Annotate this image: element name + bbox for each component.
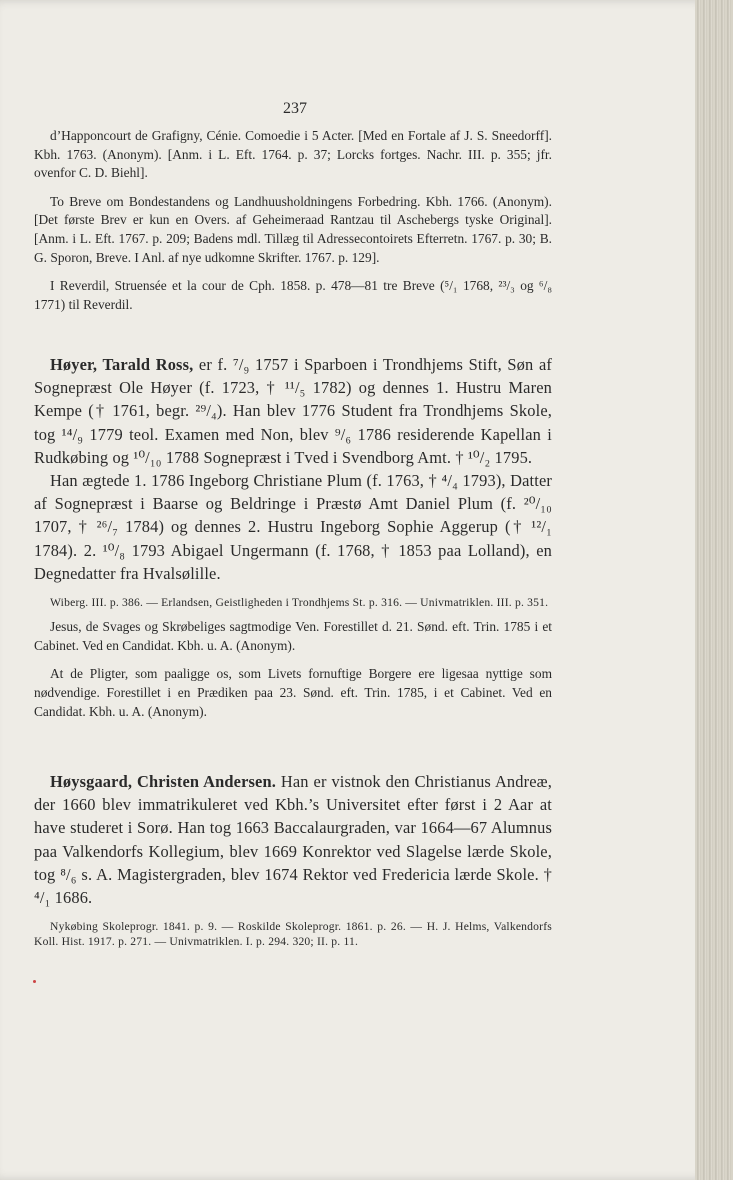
hoyer-bio-1: er f. ⁷/₉ 1757 i Sparboen i Trondhjems Stift, Søn af Sognepræst Ole Høyer (f. 1723, † ¹¹/₅ 1782) og dennes 1. Hustru Maren Kempe († 1761, begr. ²⁹/₄). Han blev 1776 Student fra Trondhjems Skole, tog ¹⁴/₉ 1779 teol. Examen med Non, blev ⁹/₆ 1786 residerende Kapellan i Rudkøbing og ¹⁰/₁₀ 1788 Sognepræst i Tved i Svendborg Amt. † ¹⁰/₂ 1795. [34, 355, 552, 467]
hoyer-work-2: At de Pligter, som paaligge os, som Livets fornuftige Borgere ere ligesaa nyttige som nødvendige. Forestillet i en Prædiken paa 23. Sønd. eft. Trin. 1785, i et Cabinet. Ved en Candidat. Kbh. u. A. (Anonym). [34, 666, 552, 719]
biography-hoyer [34, 353, 552, 721]
hoyer-work-1: Jesus, de Svages og Skrøbeliges sagtmodige Ven. Forestillet d. 21. Sønd. eft. Trin. 1785 i et Cabinet. Ved en Candidat. Kbh. u. A. (Anonym). [34, 619, 552, 653]
entry-grafigny: d’Happoncourt de Grafigny, Cénie. Comoedie i 5 Acter. [Med en Fortale af J. S. Sneedorff]. Kbh. 1763. (Anonym). [Anm. i L. Eft. 1764. p. 37; Lorcks fortges. Nachr. III. p. 355; jfr. ovenfor C. D. Biehl]. [34, 128, 552, 181]
hoysgaard-bio: Han er vistnok den Christianus Andreæ, der 1660 blev immatrikuleret ved Kbh.’s Universitet efter først i 2 Aar at have studeret i Sorø. Han tog 1663 Baccalaurgraden, var 1664—67 Alumnus paa Valkendorfs Kollegium, blev 1669 Konrektor ved Slagelse lærde Skole, tog ⁸/₆ s. A. Magistergraden, blev 1674 Rektor ved Fredericia lærde Skole. † ⁴/₁ 1686. [34, 772, 552, 908]
hoyer-name: Høyer, Tarald Ross, [50, 355, 194, 374]
hoyer-biography [34, 353, 552, 469]
page-number: 237 [283, 100, 307, 117]
entry-reverdil: I Reverdil, Struensée et la cour de Cph. 1858. p. 478—81 tre Breve (⁵/₁ 1768, ²³/₃ og ⁶/₈ 1771) til Reverdil. [34, 278, 552, 312]
hoysgaard-references: Nykøbing Skoleprogr. 1841. p. 9. — Roskilde Skoleprogr. 1861. p. 26. — H. J. Helms, Valkendorfs Koll. Hist. 1917. p. 271. — Univmatriklen. I. p. 294. 320; II. p. 11. [34, 920, 552, 949]
page-edge [695, 0, 733, 1180]
entry-to-breve: To Breve om Bondestandens og Landhuusholdningens Forbedring. Kbh. 1766. (Anonym). [Det første Brev er kun en Overs. af Geheimeraad Rantzau til Aschebergs tyske Original]. [Anm. i L. Eft. 1767. p. 209; Badens mdl. Tillæg til Adressecontoirets Efterretn. 1767. p. 30; B. G. Sporon, Breve. I Anl. af nye udkomne Skrifter. 1767. p. 129]. [34, 193, 552, 265]
hoysgaard-biography [34, 770, 552, 909]
biography-hoysgaard [34, 770, 552, 950]
ink-speck [33, 980, 36, 983]
hoyer-bio-2: Han ægtede 1. 1786 Ingeborg Christiane Plum (f. 1763, † ⁴/₄ 1793), Datter af Sognepræst i Baarse og Beldringe i Præstø Amt Daniel Plum (f. ²⁰/₁₀ 1707, † ²⁶/₇ 1784) og dennes 2. Hustru Ingeborg Sophie Aggerup († ¹²/₁ 1784). 2. ¹⁰/₈ 1793 Abigael Ungermann (f. 1768, † 1853 paa Lolland), en Degnedatter fra Hvalsølille. [34, 471, 552, 583]
hoysgaard-name: Høysgaard, Christen Andersen. [50, 772, 276, 791]
hoyer-references: Wiberg. III. p. 386. — Erlandsen, Geistligheden i Trondhjems St. p. 316. — Univmatriklen. III. p. 351. [50, 596, 549, 610]
bibliography-continuation [34, 127, 552, 314]
